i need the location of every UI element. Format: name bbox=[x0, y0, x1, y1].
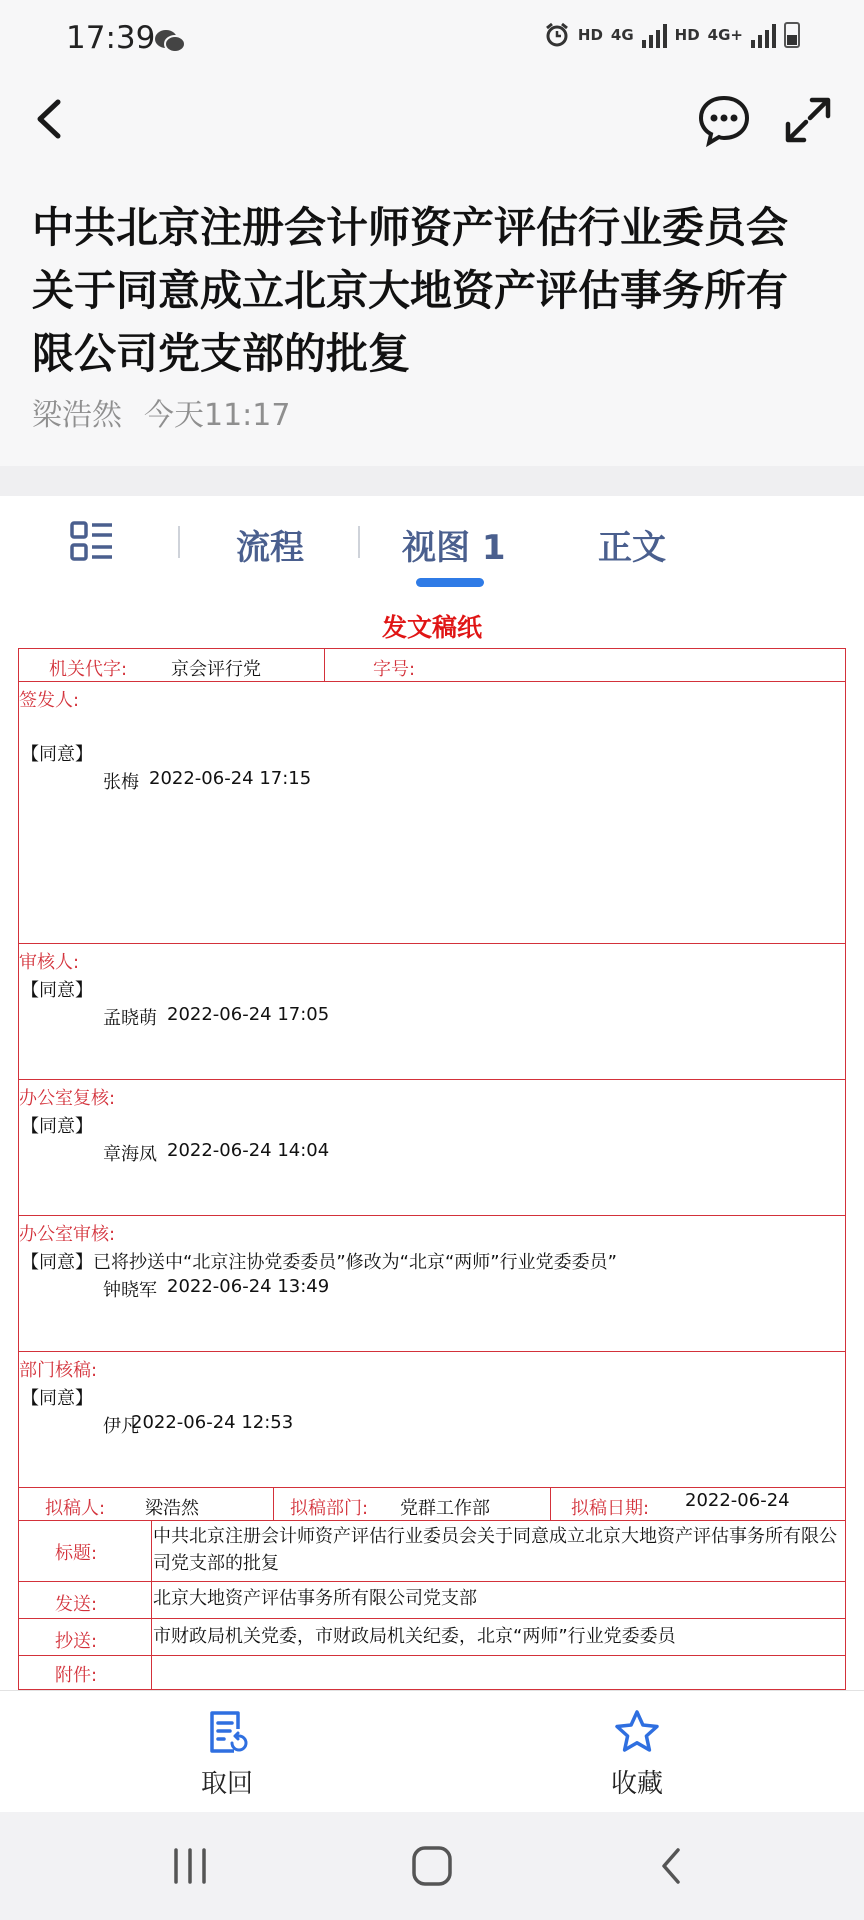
cc-label: 抄送: bbox=[55, 1631, 98, 1652]
send-value: 北京大地资产评估事务所有限公司党支部 bbox=[153, 1588, 477, 1609]
status-time: 17:39 bbox=[66, 20, 156, 56]
approver-name: 章海凤 bbox=[103, 1144, 157, 1165]
wechat-icon bbox=[154, 28, 186, 54]
approval-time: 2022-06-24 12:53 bbox=[131, 1412, 294, 1433]
system-back-icon[interactable] bbox=[656, 1846, 686, 1886]
status-bar bbox=[0, 0, 864, 78]
status-icons bbox=[544, 22, 800, 48]
tab-separator bbox=[358, 526, 360, 558]
withdraw-label: 取回 bbox=[200, 1769, 253, 1799]
approver-name: 钟晓军 bbox=[103, 1280, 157, 1301]
approval-section-office-review bbox=[18, 1215, 846, 1352]
favorite-button[interactable] bbox=[577, 1709, 697, 1800]
drafter-cell bbox=[19, 1488, 274, 1520]
approval-time: 2022-06-24 13:49 bbox=[167, 1276, 330, 1297]
approval-time: 2022-06-24 14:04 bbox=[167, 1140, 330, 1161]
app-header bbox=[0, 78, 864, 160]
hd-label-1: HD bbox=[577, 26, 603, 44]
approval-time: 2022-06-24 17:05 bbox=[167, 1004, 330, 1025]
subject-row bbox=[18, 1520, 846, 1582]
drafting-dept-label: 拟稿部门: bbox=[290, 1498, 369, 1519]
section-divider bbox=[0, 466, 864, 496]
bottom-action-bar bbox=[0, 1690, 864, 1813]
approval-section-dept-check bbox=[18, 1351, 846, 1488]
document-form bbox=[0, 604, 864, 1690]
home-icon[interactable] bbox=[410, 1846, 454, 1886]
withdraw-document-icon bbox=[204, 1709, 250, 1755]
tab-view-1[interactable]: 视图 1 bbox=[402, 528, 506, 568]
opinion-text: 【同意】 bbox=[21, 980, 93, 1001]
approval-section-reviewer bbox=[18, 943, 846, 1080]
battery-icon bbox=[784, 22, 800, 48]
drafter-row bbox=[18, 1487, 846, 1521]
opinion-text: 【同意】 bbox=[21, 744, 93, 765]
subject-label-cell bbox=[19, 1521, 152, 1581]
cc-value: 市财政局机关党委，市财政局机关纪委，北京“两师”行业党委委员 bbox=[153, 1626, 676, 1647]
recent-apps-icon[interactable] bbox=[170, 1846, 210, 1886]
section-label: 签发人: bbox=[19, 690, 80, 711]
draft-date-label: 拟稿日期: bbox=[571, 1498, 650, 1519]
alarm-icon bbox=[544, 22, 570, 48]
article-author: 梁浩然 bbox=[32, 398, 122, 433]
article-title: 中共北京注册会计师资产评估行业委员会关于同意成立北京大地资产评估事务所有限公司党支部的批复 bbox=[32, 203, 789, 378]
approver-name: 张梅 bbox=[103, 772, 139, 793]
attachment-label-cell bbox=[19, 1656, 152, 1689]
number-label: 字号: bbox=[373, 659, 416, 680]
subject-value: 中共北京注册会计师资产评估行业委员会关于同意成立北京大地资产评估事务所有限公司党支部的批复 bbox=[153, 1526, 837, 1574]
org-code-cell bbox=[19, 649, 325, 681]
fullscreen-icon[interactable] bbox=[780, 92, 836, 148]
org-code-label: 机关代字: bbox=[49, 659, 128, 680]
active-tab-indicator bbox=[416, 578, 484, 587]
subject-label: 标题: bbox=[55, 1543, 98, 1564]
signal-icon-1 bbox=[642, 22, 667, 48]
drafter-value: 梁浩然 bbox=[145, 1498, 199, 1519]
tab-body-text[interactable]: 正文 bbox=[598, 528, 666, 568]
section-label: 部门核稿: bbox=[19, 1360, 98, 1381]
network-label-1: 4G bbox=[610, 26, 634, 44]
opinion-text: 【同意】已将抄送中“北京注协党委委员”修改为“北京“两师”行业党委委员” bbox=[21, 1252, 617, 1273]
withdraw-button[interactable] bbox=[167, 1709, 287, 1800]
send-row bbox=[18, 1581, 846, 1619]
signal-icon-2 bbox=[751, 22, 776, 48]
approver-name: 孟晓萌 bbox=[103, 1008, 157, 1029]
tab-separator bbox=[178, 526, 180, 558]
section-label: 办公室审核: bbox=[19, 1224, 116, 1245]
comment-icon[interactable] bbox=[696, 92, 752, 148]
opinion-text: 【同意】 bbox=[21, 1116, 93, 1137]
tab-bar bbox=[0, 496, 864, 605]
form-title: 发文稿纸 bbox=[381, 613, 482, 642]
article-time: 今天11:17 bbox=[144, 398, 291, 433]
article-meta bbox=[32, 390, 290, 434]
drafting-dept-value: 党群工作部 bbox=[400, 1498, 490, 1519]
send-label: 发送: bbox=[55, 1594, 98, 1615]
outline-list-icon[interactable] bbox=[70, 520, 114, 564]
cc-label-cell bbox=[19, 1619, 152, 1655]
org-code-value: 京会评行党 bbox=[171, 659, 261, 680]
opinion-text: 【同意】 bbox=[21, 1388, 93, 1409]
approver-name: 伊凡 bbox=[103, 1416, 139, 1437]
draft-date-value: 2022-06-24 bbox=[685, 1490, 790, 1511]
hd-label-2: HD bbox=[674, 26, 700, 44]
star-icon bbox=[614, 1709, 660, 1755]
network-label-2: 4G+ bbox=[707, 26, 743, 44]
section-label: 审核人: bbox=[19, 952, 80, 973]
attachment-label: 附件: bbox=[55, 1665, 98, 1686]
approval-time: 2022-06-24 17:15 bbox=[149, 768, 312, 789]
org-code-row bbox=[18, 648, 846, 682]
drafting-dept-cell bbox=[274, 1488, 551, 1520]
send-label-cell bbox=[19, 1582, 152, 1618]
favorite-label: 收藏 bbox=[610, 1769, 663, 1799]
system-nav-bar bbox=[0, 1812, 864, 1920]
attachment-row bbox=[18, 1655, 846, 1690]
cc-row bbox=[18, 1618, 846, 1656]
article-header bbox=[0, 160, 864, 466]
back-arrow-icon[interactable] bbox=[28, 94, 76, 144]
approval-section-signer bbox=[18, 681, 846, 944]
tab-process[interactable]: 流程 bbox=[236, 528, 304, 568]
section-label: 办公室复核: bbox=[19, 1088, 116, 1109]
approval-section-office-recheck bbox=[18, 1079, 846, 1216]
drafter-label: 拟稿人: bbox=[45, 1498, 106, 1519]
